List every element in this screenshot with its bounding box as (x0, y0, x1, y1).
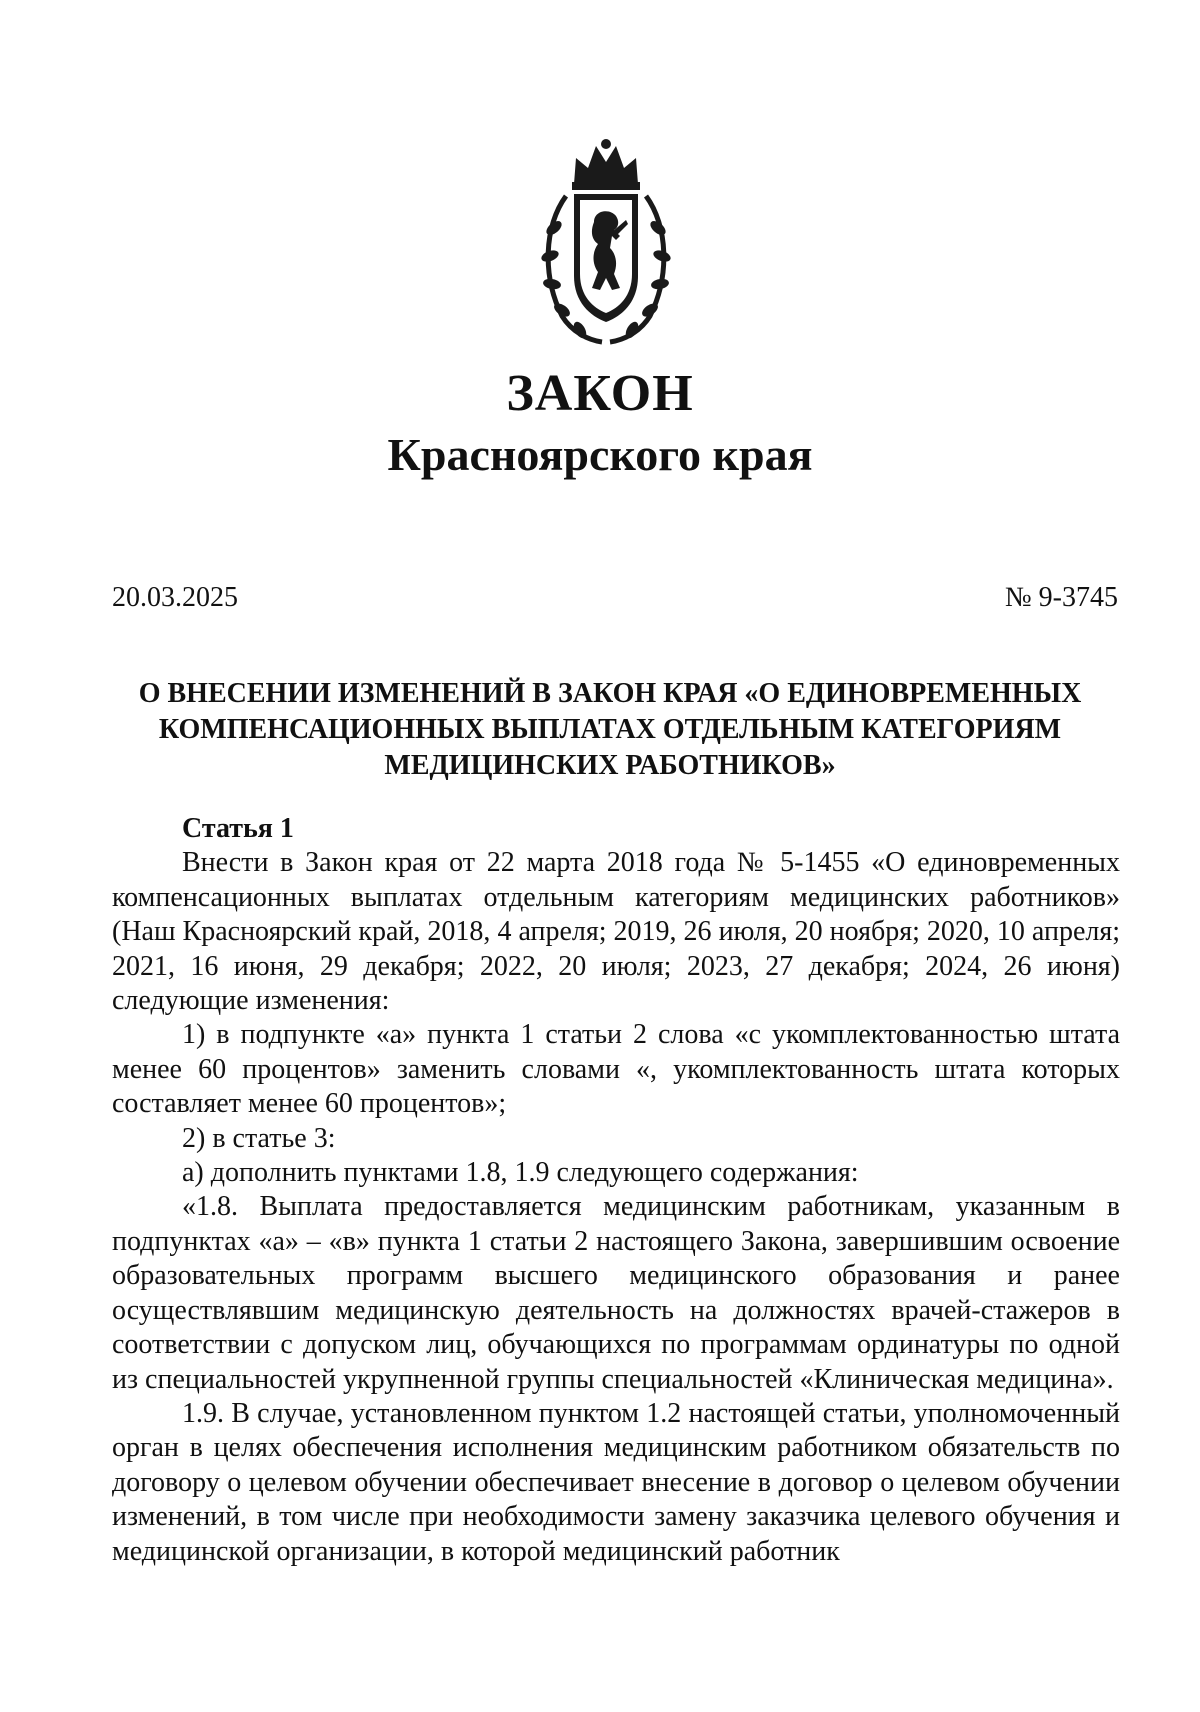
document-title (120, 676, 1100, 784)
law-region: Красноярского края (387, 429, 813, 480)
paragraph: а) дополнить пунктами 1.8, 1.9 следующего содержания: (182, 1157, 859, 1189)
paragraph: «1.8. Выплата предоставляется медицинским работникам, указанным в подпунктах «а» – «в» пункта 1 статьи 2 настоящего Закона, завершившим освоение образовательных программ высшего медицинского образования и ранее осуществлявшим медицинскую деятельность на должностях врачей-стажеров в соответствии с допуском лиц, обучающихся по программам ординатуры по одной из специальностей укрупненной группы специальностей «Клиническая медицина». (112, 1191, 1120, 1395)
paragraph: 2) в статье 3: (182, 1122, 336, 1154)
paragraph: 1.9. В случае, установленном пунктом 1.2 настоящей статьи, уполномоченный орган в целях обеспечения исполнения медицинским работником обязательств по договору о целевом обучении обеспечивает внесение в договор о целевом обучении изменений, в том числе при необходимости замену заказчика целевого обучения и медицинской организации, в которой медицинский работник (112, 1397, 1120, 1567)
law-number: № 9-3745 (1004, 582, 1118, 613)
paragraph: Внести в Закон края от 22 марта 2018 года № 5-1455 «О единовременных компенсационных выплатах отдельным категориям медицинских работников» (Наш Красноярский край, 2018, 4 апреля; 2019, 26 июля, 20 ноября; 2020, 10 апреля; 2021, 16 июня, 29 декабря; 2022, 20 июля; 2023, 27 декабря; 2024, 26 июня) следующие изменения: (112, 847, 1120, 1017)
document-body (112, 812, 1120, 1569)
law-date: 20.03.2025 (112, 582, 238, 613)
coat-of-arms-icon (536, 136, 676, 346)
document-title-line: КОМПЕНСАЦИОННЫХ ВЫПЛАТАХ ОТДЕЛЬНЫМ КАТЕГОРИЯМ (158, 714, 1062, 745)
paragraph: 1) в подпункте «а» пункта 1 статьи 2 слова «с укомплектованностью штата менее 60 процентов» заменить словами «, укомплектованность штата которых составляет менее 60 процентов»; (112, 1019, 1120, 1120)
document-title-line: МЕДИЦИНСКИХ РАБОТНИКОВ» (384, 750, 836, 781)
article-heading: Статья 1 (182, 813, 294, 844)
law-title: ЗАКОН (506, 365, 694, 422)
document-title-line: О ВНЕСЕНИИ ИЗМЕНЕНИЙ В ЗАКОН КРАЯ «О ЕДИНОВРЕМЕННЫХ (138, 678, 1082, 709)
